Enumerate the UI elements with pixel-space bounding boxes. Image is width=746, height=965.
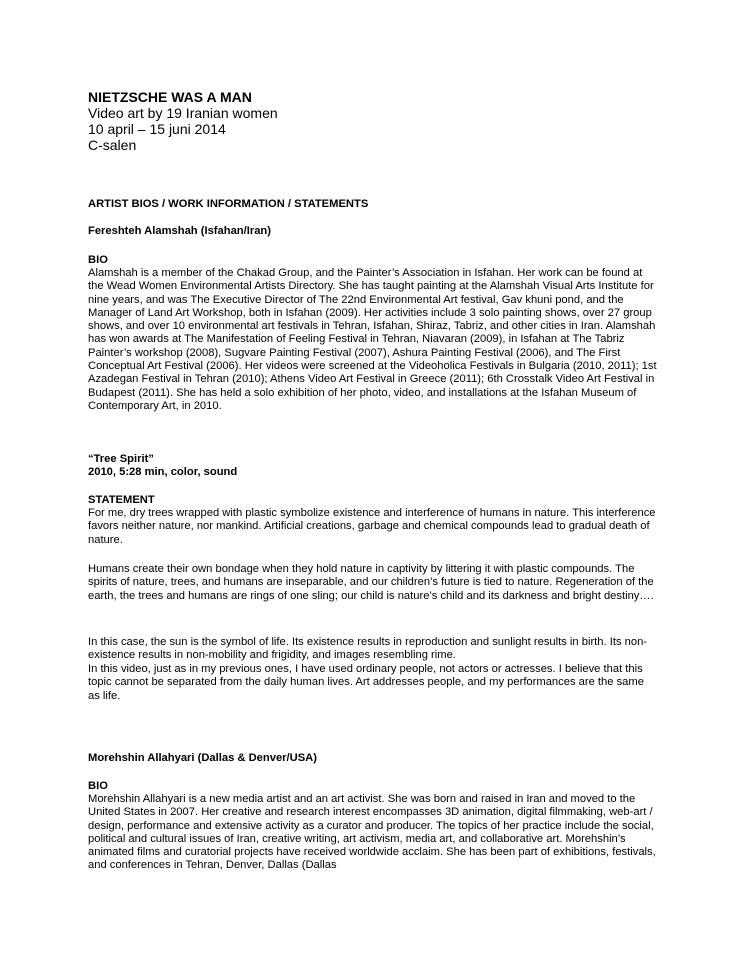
statement-label: STATEMENT — [88, 494, 155, 506]
artist-name: Fereshteh Alamshah (Isfahan/Iran) — [88, 225, 271, 237]
statement-paragraph: In this case, the sun is the symbol of life. Its existence results in reproduction and sunlight results in birth. Its non-existence results in non-mobility and frigidity, and images resembling rime. — [88, 636, 648, 662]
artist-bio: Alamshah is a member of the Chakad Group, and the Painter’s Association in Isfahan. Her work can be found at the Wead Women Environmental Artists Directory. She has taught painting at the Alamshah Visual Arts Institute for nine years, and was The Executive Director of The 22nd Environmental Art festival, Gav khuni pond, and the Manager of Land Art Workshop, both in Isfahan (2009). Her activities include 3 solo painting shows, over 27 group shows, and over 10 environmental art festivals in Tehran, Isfahan, Shiraz, Tabriz, and other cities in Iran. Alamshah has won awards at The Manifestation of Feeling Festival in Tehran, Niavaran (2009), in Isfahan at The Tabriz Painter’s workshop (2008), Sugvare Painting Festival (2007), Ashura Painting Festival (2006), and The First Conceptual Art Festival (2006). Her videos were screened at the Videoholica Festivals in Bulgaria (2010, 2011); 1st Azadegan Festival in Tehran (2010); Athens Video Art Festival in Greece (2011); 6th Crosstalk Video Art Festival in Budapest (2011). She has held a solo exhibition of her photo, video, and installations at the Isfahan Museum of Contemporary Art, in 2010. — [88, 267, 657, 412]
statement-paragraph: For me, dry trees wrapped with plastic symbolize existence and interference of humans in nature. This interference favors neither nature, nor mankind. Artificial creations, garbage and chemical compounds lead to gradual death of nature. — [88, 507, 656, 546]
section-heading: ARTIST BIOS / WORK INFORMATION / STATEMENTS — [88, 198, 369, 210]
artist-bio: Morehshin Allahyari is a new media artist and an art activist. She was born and raised in Iran and moved to the United States in 2007. Her creative and research interest encompasses 3D animation, digital filmmaking, web-art / design, performance and extensive activity as a curator and producer. The topics of her practice include the social, political and cultural issues of Iran, creative writing, art activism, media art, and collaborative art. Morehshin’s animated films and curatorial projects have received worldwide acclaim. She has been part of exhibitions, festivals, and conferences in Tehran, Denver, Dallas (Dallas — [88, 793, 656, 872]
statement-paragraph: In this video, just as in my previous ones, I have used ordinary people, not actors or actresses. I believe that this topic cannot be separated from the daily human lives. Art addresses people, and my performances are the same as life. — [88, 663, 644, 702]
exhibition-title: NIETZSCHE WAS A MAN — [88, 89, 252, 105]
exhibition-venue: C-salen — [88, 137, 137, 153]
work-info: 2010, 5:28 min, color, sound — [88, 466, 238, 478]
artist-name: Morehshin Allahyari (Dallas & Denver/USA) — [88, 752, 317, 764]
work-title: “Tree Spirit” — [88, 453, 154, 465]
exhibition-header — [88, 89, 648, 153]
exhibition-dates: 10 april – 15 juni 2014 — [88, 121, 226, 137]
statement-paragraph: Humans create their own bondage when they hold nature in captivity by littering it with plastic compounds. The spirits of nature, trees, and humans are inseparable, and our children’s future is tied to nature. Regeneration of the earth, the trees and humans are rings of one sling; our child is nature’s child and its darkness and bright destiny…. — [88, 563, 654, 602]
exhibition-subtitle: Video art by 19 Iranian women — [88, 105, 278, 121]
bio-label: BIO — [88, 780, 108, 792]
bio-label: BIO — [88, 254, 108, 266]
